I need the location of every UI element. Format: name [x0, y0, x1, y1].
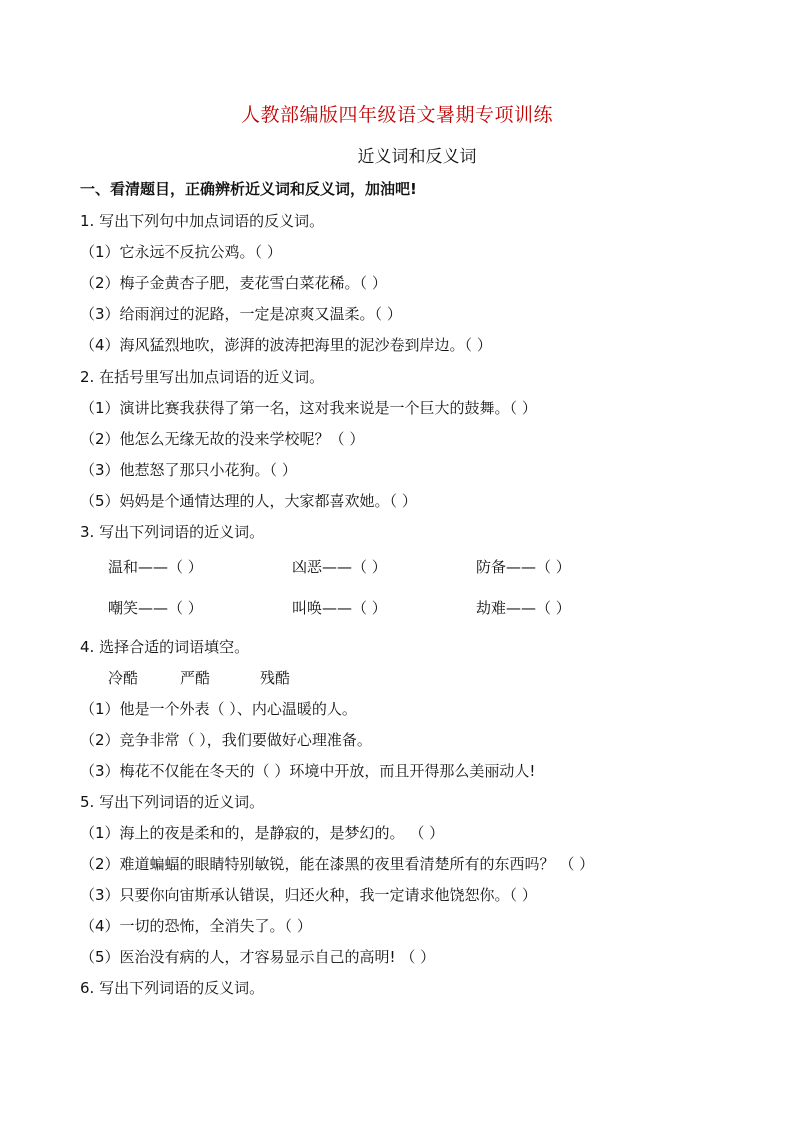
question-5-item: （3）只要你向宙斯承认错误，归还火种，我一定请求他饶恕你。（ ）: [80, 886, 537, 904]
question-1-item: （3）给雨润过的泥路，一定是凉爽又温柔。（ ）: [80, 305, 402, 323]
synonym-pair: 劫难——（ ）: [476, 599, 571, 617]
synonym-pair: 防备——（ ）: [476, 558, 571, 576]
question-5-item: （2）难道蝙蝠的眼睛特别敏锐，能在漆黑的夜里看清楚所有的东西吗？ （ ）: [80, 855, 595, 873]
question-2-stem: 2. 在括号里写出加点词语的近义词。: [80, 368, 325, 386]
document-title: 人教部编版四年级语文暑期专项训练: [240, 104, 553, 126]
question-5-item: （4）一切的恐怖，全消失了。（ ）: [80, 917, 312, 935]
word-choice: 残酷: [260, 669, 291, 687]
question-2-item: （3）他惹怒了那只小花狗。（ ）: [80, 461, 297, 479]
word-choice: 冷酷: [108, 669, 139, 687]
synonym-pair: 凶恶——（ ）: [292, 558, 387, 576]
synonym-pair: 叫唤——（ ）: [292, 599, 387, 617]
question-1-item: （4）海风猛烈地吹，澎湃的波涛把海里的泥沙卷到岸边。（ ）: [80, 336, 492, 354]
question-2-item: （2）他怎么无缘无故的没来学校呢？（ ）: [80, 430, 365, 448]
synonym-pair: 温和——（ ）: [108, 558, 203, 576]
question-1-item: （2）梅子金黄杏子肥，麦花雪白菜花稀。（ ）: [80, 274, 387, 292]
question-5-item: （1）海上的夜是柔和的，是静寂的，是梦幻的。 （ ）: [80, 824, 445, 842]
question-5-item: （5）医治没有病的人，才容易显示自己的高明! （ ）: [80, 948, 436, 966]
question-6-stem: 6. 写出下列词语的反义词。: [80, 979, 265, 997]
question-3-stem: 3. 写出下列词语的近义词。: [80, 523, 265, 541]
question-4-item: （3）梅花不仅能在冬天的（ ）环境中开放，而且开得那么美丽动人!: [80, 762, 536, 780]
word-choice: 严酷: [180, 669, 211, 687]
section-heading: 一、看清题目，正确辨析近义词和反义词，加油吧!: [80, 180, 417, 198]
question-5-stem: 5. 写出下列词语的近义词。: [80, 793, 265, 811]
question-2-item: （1）演讲比赛我获得了第一名，这对我来说是一个巨大的鼓舞。（ ）: [80, 399, 537, 417]
question-2-item: （5）妈妈是个通情达理的人，大家都喜欢她。（ ）: [80, 492, 417, 510]
synonym-pair: 嘲笑——（ ）: [108, 599, 203, 617]
question-4-stem: 4. 选择合适的词语填空。: [80, 638, 250, 656]
document-subtitle: 近义词和反义词: [357, 147, 477, 167]
question-1-stem: 1. 写出下列句中加点词语的反义词。: [80, 212, 325, 230]
question-1-item: （1）它永远不反抗公鸡。（ ）: [80, 243, 282, 261]
question-4-item: （1）他是一个外表（ ）、内心温暖的人。: [80, 700, 357, 718]
question-4-item: （2）竞争非常（ ），我们要做好心理准备。: [80, 731, 372, 749]
